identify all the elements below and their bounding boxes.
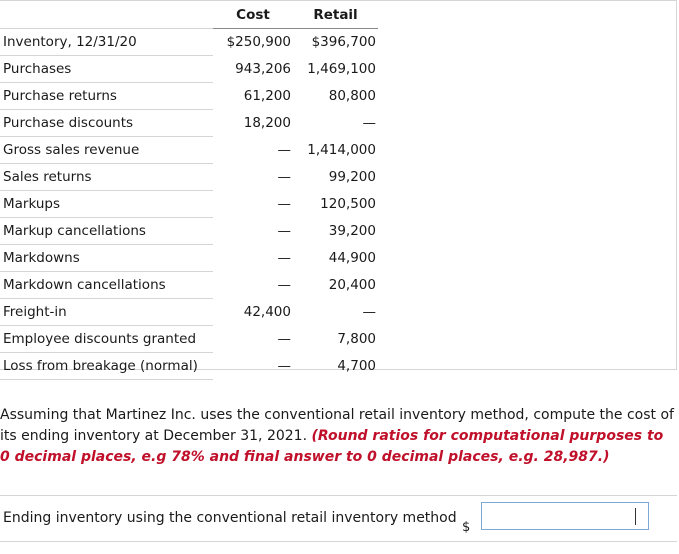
row-label: Markups bbox=[0, 191, 213, 218]
currency-symbol: $ bbox=[462, 520, 471, 535]
row-label: Gross sales revenue bbox=[0, 137, 213, 164]
question-text bbox=[0, 405, 674, 468]
table-row bbox=[0, 326, 378, 353]
table-row bbox=[0, 164, 378, 191]
cost-value: — bbox=[277, 250, 291, 266]
cost-value: 943,206 bbox=[235, 61, 291, 77]
table-row bbox=[0, 272, 378, 299]
row-label: Sales returns bbox=[0, 164, 213, 191]
cost-value: — bbox=[277, 223, 291, 239]
retail-value: $396,700 bbox=[293, 29, 378, 56]
text-caret bbox=[635, 508, 636, 525]
inventory-table bbox=[0, 2, 378, 380]
answer-row bbox=[0, 495, 677, 542]
cost-value: 42,400 bbox=[243, 304, 291, 320]
row-label: Purchase returns bbox=[0, 83, 213, 110]
retail-value: — bbox=[362, 304, 376, 320]
row-label: Employee discounts granted bbox=[0, 326, 213, 353]
retail-value: — bbox=[362, 115, 376, 131]
row-label: Markdown cancellations bbox=[0, 272, 213, 299]
row-label: Freight-in bbox=[0, 299, 213, 326]
cost-value: 61,200 bbox=[243, 88, 291, 104]
cost-value: — bbox=[277, 331, 291, 347]
retail-value: 99,200 bbox=[328, 169, 376, 185]
table-row bbox=[0, 110, 378, 137]
retail-value: 1,469,100 bbox=[307, 61, 376, 77]
cost-value: — bbox=[277, 196, 291, 212]
cost-value: — bbox=[277, 142, 291, 158]
table-row bbox=[0, 83, 378, 110]
cost-value: $250,900 bbox=[213, 29, 293, 56]
row-label: Loss from breakage (normal) bbox=[0, 353, 213, 380]
retail-value: 120,500 bbox=[320, 196, 376, 212]
rounding-instructions: (Round ratios for computational purposes to 0 decimal places, e.g 78% and final answer to 0 decimal places, e.g. 28,987.) bbox=[0, 428, 664, 465]
table-row bbox=[0, 245, 378, 272]
question-prompt: Assuming that Martinez Inc. uses the conventional retail inventory method, compute the cost of its ending inventory at December 31, 2021. bbox=[0, 407, 674, 444]
retail-value: 80,800 bbox=[328, 88, 376, 104]
row-label: Purchase discounts bbox=[0, 110, 213, 137]
retail-value: 7,800 bbox=[337, 331, 376, 347]
cost-value: — bbox=[277, 277, 291, 293]
retail-column-header: Retail bbox=[293, 2, 378, 29]
table-row bbox=[0, 299, 378, 326]
ending-inventory-input[interactable] bbox=[481, 502, 649, 530]
cost-value: — bbox=[277, 169, 291, 185]
row-label: Markdowns bbox=[0, 245, 213, 272]
row-label: Markup cancellations bbox=[0, 218, 213, 245]
table-row bbox=[0, 137, 378, 164]
table-row bbox=[0, 29, 378, 56]
row-label: Purchases bbox=[0, 56, 213, 83]
table-row bbox=[0, 56, 378, 83]
cost-value: 18,200 bbox=[243, 115, 291, 131]
table-row bbox=[0, 191, 378, 218]
answer-label: Ending inventory using the conventional retail inventory method bbox=[3, 510, 457, 526]
table-header-row bbox=[0, 2, 378, 29]
table-row bbox=[0, 353, 378, 380]
label-column-header bbox=[0, 2, 213, 29]
retail-value: 39,200 bbox=[328, 223, 376, 239]
cost-value: — bbox=[277, 358, 291, 374]
row-label: Inventory, 12/31/20 bbox=[0, 29, 213, 56]
cost-column-header: Cost bbox=[213, 2, 293, 29]
table-row bbox=[0, 218, 378, 245]
retail-value: 20,400 bbox=[328, 277, 376, 293]
retail-value: 4,700 bbox=[337, 358, 376, 374]
retail-value: 1,414,000 bbox=[307, 142, 376, 158]
retail-value: 44,900 bbox=[328, 250, 376, 266]
